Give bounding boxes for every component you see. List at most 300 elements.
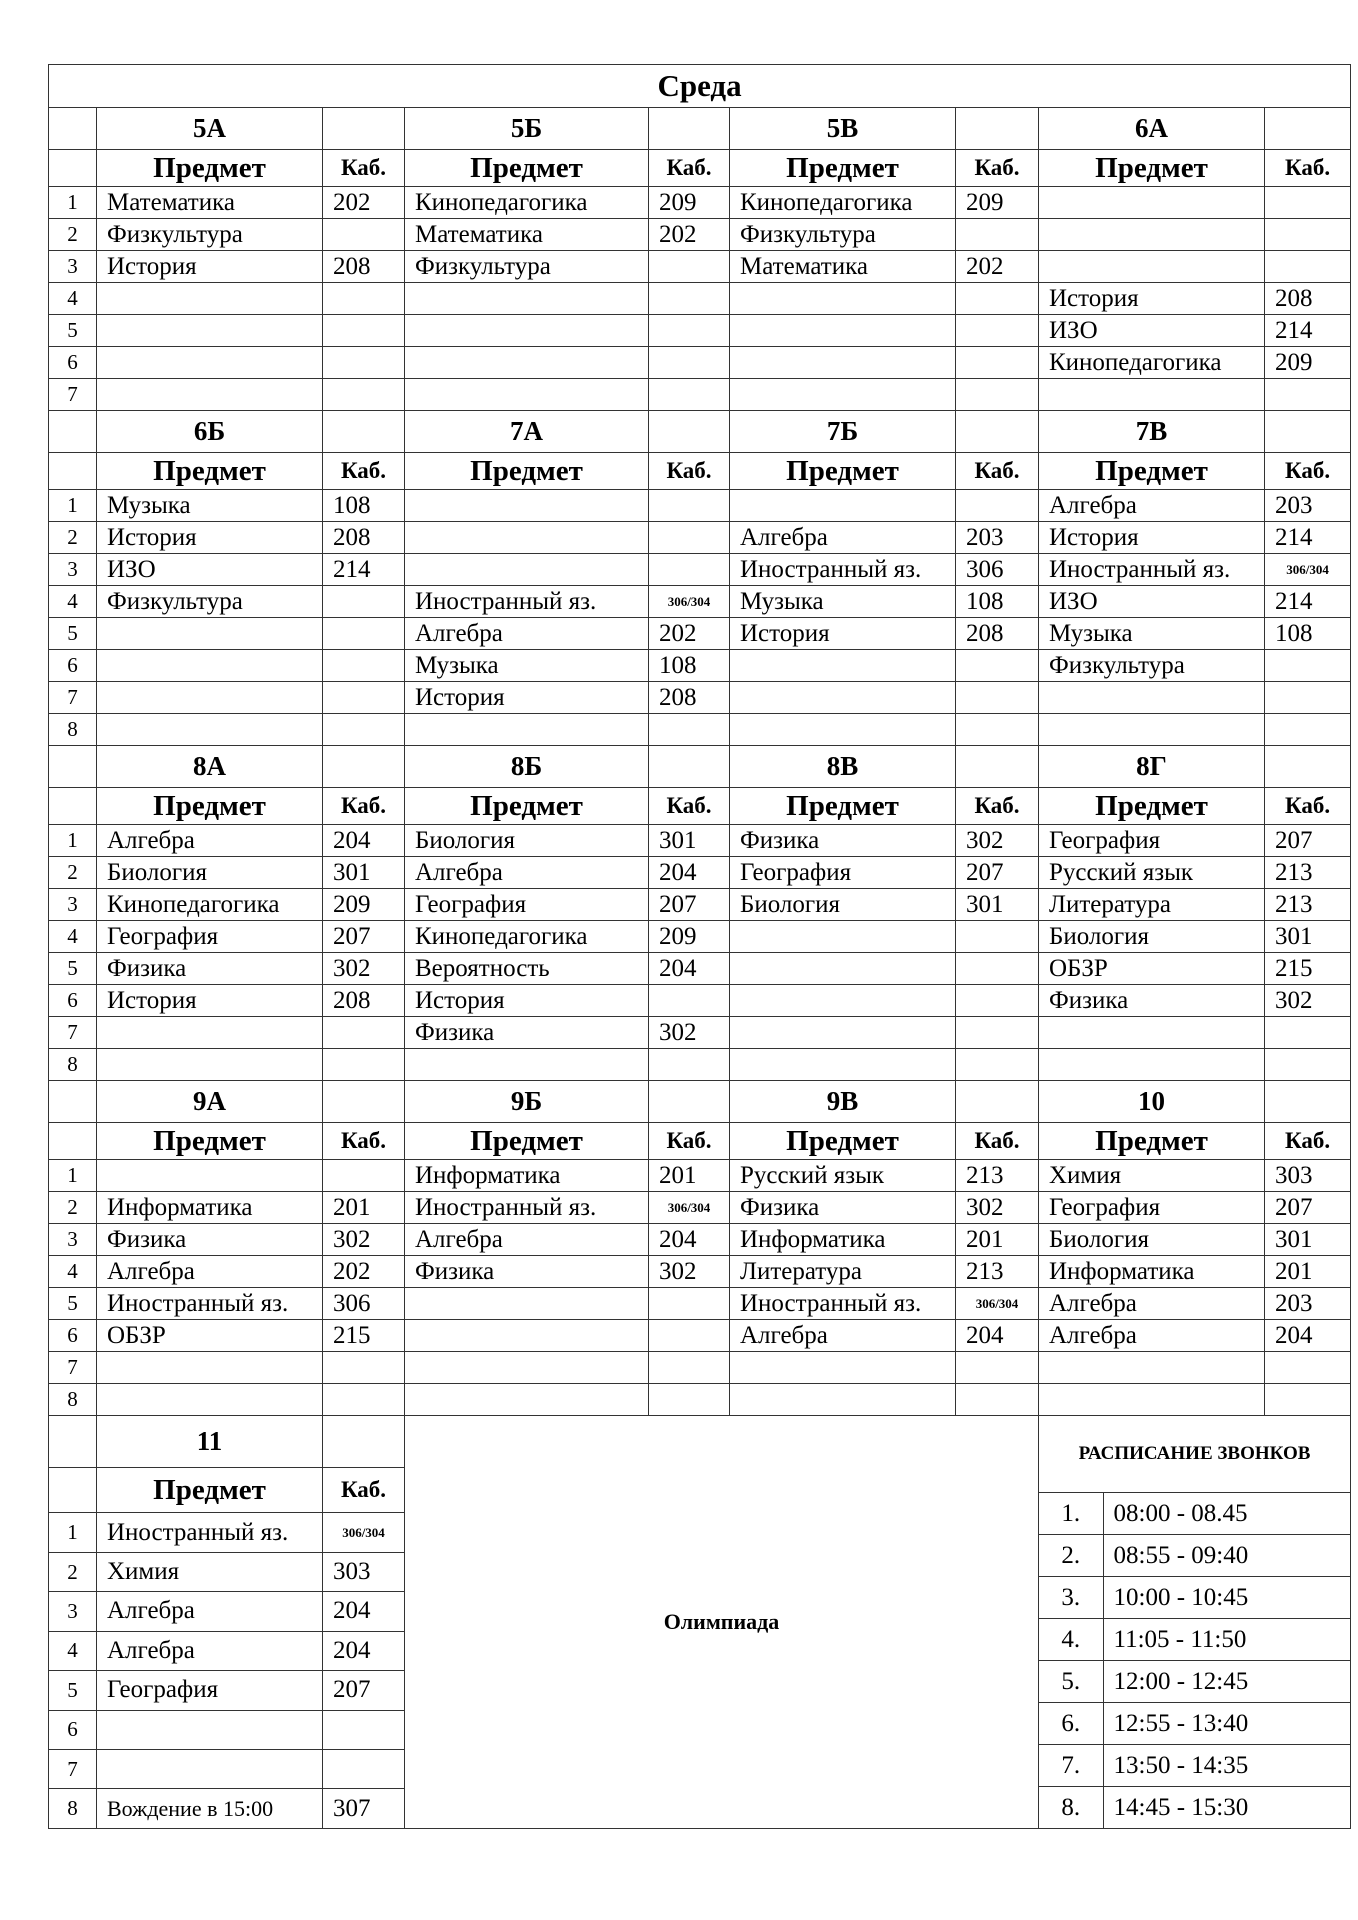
lesson-number: 1 bbox=[49, 1160, 97, 1192]
subject-cell: Алгебра bbox=[405, 857, 649, 889]
blank-cell bbox=[649, 1081, 730, 1123]
room-cell: 302 bbox=[649, 1017, 730, 1049]
subject-cell: Физика bbox=[97, 953, 323, 985]
room-cell bbox=[956, 682, 1039, 714]
lesson-row bbox=[49, 522, 1351, 554]
room-header: Каб. bbox=[956, 150, 1039, 187]
lesson-number: 4 bbox=[49, 921, 97, 953]
room-cell: 203 bbox=[1265, 490, 1351, 522]
class-name: 6А bbox=[1039, 108, 1265, 150]
subject-cell: Русский язык bbox=[730, 1160, 956, 1192]
room-cell bbox=[323, 650, 405, 682]
room-header: Каб. bbox=[1265, 453, 1351, 490]
subject-cell: Кинопедагогика bbox=[405, 187, 649, 219]
blank-cell bbox=[49, 453, 97, 490]
bell-number: 1. bbox=[1039, 1493, 1103, 1535]
room-cell: 302 bbox=[323, 953, 405, 985]
room-cell bbox=[323, 379, 405, 411]
subject-cell: Алгебра bbox=[97, 1256, 323, 1288]
lesson-number: 7 bbox=[49, 1750, 97, 1789]
subject-header: Предмет bbox=[97, 1467, 323, 1513]
room-header: Каб. bbox=[956, 788, 1039, 825]
room-cell: 209 bbox=[649, 921, 730, 953]
subject-cell bbox=[97, 1384, 323, 1416]
room-cell: 302 bbox=[956, 1192, 1039, 1224]
room-cell: 306/304 bbox=[649, 1192, 730, 1224]
room-cell: 214 bbox=[1265, 315, 1351, 347]
room-cell bbox=[649, 347, 730, 379]
subject-cell: Алгебра bbox=[1039, 490, 1265, 522]
room-cell bbox=[1265, 682, 1351, 714]
lesson-row bbox=[49, 219, 1351, 251]
subject-cell bbox=[405, 1320, 649, 1352]
subject-header: Предмет bbox=[405, 150, 649, 187]
subject-cell: Биология bbox=[1039, 1224, 1265, 1256]
room-cell: 303 bbox=[323, 1552, 405, 1591]
subject-cell bbox=[730, 1017, 956, 1049]
lesson-number: 7 bbox=[49, 379, 97, 411]
room-cell bbox=[1265, 650, 1351, 682]
room-cell: 306/304 bbox=[1265, 554, 1351, 586]
subject-cell: Кинопедагогика bbox=[730, 187, 956, 219]
room-cell: 307 bbox=[323, 1789, 405, 1829]
lesson-number: 3 bbox=[49, 1592, 97, 1631]
room-cell: 215 bbox=[1265, 953, 1351, 985]
lesson-number: 5 bbox=[49, 1671, 97, 1710]
subject-cell bbox=[97, 1710, 323, 1749]
subject-cell: Информатика bbox=[730, 1224, 956, 1256]
room-header: Каб. bbox=[649, 453, 730, 490]
subject-cell: Иностранный яз. bbox=[405, 586, 649, 618]
room-cell bbox=[323, 682, 405, 714]
subject-cell: Кинопедагогика bbox=[97, 889, 323, 921]
subject-cell bbox=[1039, 187, 1265, 219]
room-cell bbox=[956, 347, 1039, 379]
subject-cell bbox=[405, 379, 649, 411]
bell-schedule-title: РАСПИСАНИЕ ЗВОНКОВ bbox=[1039, 1416, 1350, 1493]
room-cell: 204 bbox=[956, 1320, 1039, 1352]
subject-cell: Физкультура bbox=[730, 219, 956, 251]
lesson-row bbox=[49, 985, 1351, 1017]
subject-cell bbox=[1039, 682, 1265, 714]
subject-cell bbox=[730, 1049, 956, 1081]
room-cell bbox=[649, 1384, 730, 1416]
class-name: 9Б bbox=[405, 1081, 649, 1123]
room-cell: 302 bbox=[649, 1256, 730, 1288]
subject-cell: ИЗО bbox=[97, 554, 323, 586]
bell-row bbox=[1039, 1535, 1350, 1577]
room-cell bbox=[649, 1049, 730, 1081]
blank-cell bbox=[49, 1123, 97, 1160]
bell-row bbox=[1039, 1577, 1350, 1619]
lesson-row bbox=[49, 889, 1351, 921]
subject-cell: Химия bbox=[1039, 1160, 1265, 1192]
lesson-row bbox=[49, 187, 1351, 219]
lesson-number: 8 bbox=[49, 1049, 97, 1081]
class-name: 6Б bbox=[97, 411, 323, 453]
room-cell: 214 bbox=[323, 554, 405, 586]
room-cell: 208 bbox=[323, 985, 405, 1017]
room-cell: 214 bbox=[1265, 586, 1351, 618]
bell-time: 12:55 - 13:40 bbox=[1103, 1703, 1350, 1745]
blank-cell bbox=[1265, 1081, 1351, 1123]
subject-header: Предмет bbox=[97, 150, 323, 187]
lesson-number: 8 bbox=[49, 1789, 97, 1829]
lesson-number: 8 bbox=[49, 1384, 97, 1416]
room-cell bbox=[956, 1352, 1039, 1384]
blank-cell bbox=[323, 108, 405, 150]
subject-cell bbox=[97, 315, 323, 347]
room-cell bbox=[1265, 714, 1351, 746]
lesson-row bbox=[49, 1160, 1351, 1192]
lesson-row bbox=[49, 251, 1351, 283]
blank-cell bbox=[956, 746, 1039, 788]
subject-cell: Математика bbox=[97, 187, 323, 219]
class-name-row bbox=[49, 108, 1351, 150]
room-cell bbox=[323, 1384, 405, 1416]
subject-cell bbox=[97, 1352, 323, 1384]
subject-cell: География bbox=[405, 889, 649, 921]
bell-schedule-table bbox=[1039, 1416, 1350, 1828]
lesson-row bbox=[49, 1017, 1351, 1049]
room-cell: 203 bbox=[1265, 1288, 1351, 1320]
subject-cell: Алгебра bbox=[405, 618, 649, 650]
subject-cell bbox=[730, 315, 956, 347]
blank-cell bbox=[956, 1081, 1039, 1123]
bell-row bbox=[1039, 1745, 1350, 1787]
bell-row bbox=[1039, 1619, 1350, 1661]
subject-cell bbox=[97, 1160, 323, 1192]
class-name-row bbox=[49, 1416, 1351, 1468]
room-header: Каб. bbox=[1265, 1123, 1351, 1160]
subject-cell: География bbox=[1039, 1192, 1265, 1224]
subject-cell: Иностранный яз. bbox=[1039, 554, 1265, 586]
class-name-row bbox=[49, 1081, 1351, 1123]
room-cell: 207 bbox=[649, 889, 730, 921]
room-cell: 213 bbox=[956, 1256, 1039, 1288]
room-cell bbox=[649, 315, 730, 347]
room-cell bbox=[649, 714, 730, 746]
bell-schedule bbox=[1039, 1416, 1351, 1829]
room-cell bbox=[956, 921, 1039, 953]
room-cell: 108 bbox=[323, 490, 405, 522]
class-name: 5В bbox=[730, 108, 956, 150]
subject-cell bbox=[1039, 1352, 1265, 1384]
subject-cell: Русский язык bbox=[1039, 857, 1265, 889]
subject-cell bbox=[730, 714, 956, 746]
room-cell: 208 bbox=[649, 682, 730, 714]
room-cell: 301 bbox=[1265, 1224, 1351, 1256]
room-cell: 201 bbox=[649, 1160, 730, 1192]
subject-cell bbox=[97, 682, 323, 714]
class-name: 5А bbox=[97, 108, 323, 150]
room-header: Каб. bbox=[323, 1467, 405, 1513]
lesson-number: 6 bbox=[49, 985, 97, 1017]
bell-number: 8. bbox=[1039, 1787, 1103, 1829]
subject-cell: Иностранный яз. bbox=[97, 1513, 323, 1552]
lesson-number: 3 bbox=[49, 554, 97, 586]
lesson-row bbox=[49, 825, 1351, 857]
subject-header: Предмет bbox=[1039, 453, 1265, 490]
room-cell bbox=[323, 347, 405, 379]
subject-cell: Биология bbox=[1039, 921, 1265, 953]
room-cell: 306 bbox=[323, 1288, 405, 1320]
room-cell bbox=[649, 283, 730, 315]
room-cell: 301 bbox=[649, 825, 730, 857]
subject-cell bbox=[1039, 1017, 1265, 1049]
room-cell bbox=[956, 650, 1039, 682]
subject-cell: Алгебра bbox=[97, 1592, 323, 1631]
bell-number: 4. bbox=[1039, 1619, 1103, 1661]
subject-cell bbox=[97, 650, 323, 682]
subject-cell: Алгебра bbox=[97, 1631, 323, 1670]
room-cell bbox=[323, 586, 405, 618]
bell-time: 12:00 - 12:45 bbox=[1103, 1661, 1350, 1703]
olympiad-label: Олимпиада bbox=[405, 1416, 1039, 1829]
room-header: Каб. bbox=[1265, 788, 1351, 825]
subject-cell: Литература bbox=[1039, 889, 1265, 921]
bell-row bbox=[1039, 1703, 1350, 1745]
subject-cell: Физика bbox=[405, 1017, 649, 1049]
class-name: 10 bbox=[1039, 1081, 1265, 1123]
subject-cell: География bbox=[1039, 825, 1265, 857]
subject-cell bbox=[97, 714, 323, 746]
subject-cell bbox=[730, 921, 956, 953]
class-name: 9А bbox=[97, 1081, 323, 1123]
lesson-number: 3 bbox=[49, 251, 97, 283]
lesson-row bbox=[49, 586, 1351, 618]
subject-cell: Физкультура bbox=[97, 219, 323, 251]
subject-header: Предмет bbox=[97, 788, 323, 825]
column-header-row bbox=[49, 1123, 1351, 1160]
bell-time: 14:45 - 15:30 bbox=[1103, 1787, 1350, 1829]
subject-cell: Кинопедагогика bbox=[405, 921, 649, 953]
day-title: Среда bbox=[49, 65, 1351, 108]
room-header: Каб. bbox=[956, 453, 1039, 490]
room-cell bbox=[323, 618, 405, 650]
bell-number: 7. bbox=[1039, 1745, 1103, 1787]
room-cell: 204 bbox=[649, 953, 730, 985]
room-cell bbox=[956, 1384, 1039, 1416]
bell-title-row bbox=[1039, 1416, 1350, 1493]
lesson-number: 7 bbox=[49, 1017, 97, 1049]
room-cell bbox=[956, 1049, 1039, 1081]
room-cell: 306/304 bbox=[323, 1513, 405, 1552]
room-cell: 302 bbox=[956, 825, 1039, 857]
lesson-number: 6 bbox=[49, 650, 97, 682]
subject-cell: Алгебра bbox=[1039, 1320, 1265, 1352]
blank-cell bbox=[649, 108, 730, 150]
room-cell bbox=[956, 1017, 1039, 1049]
class-name-row bbox=[49, 411, 1351, 453]
subject-cell: Информатика bbox=[97, 1192, 323, 1224]
room-header: Каб. bbox=[649, 150, 730, 187]
room-header: Каб. bbox=[323, 453, 405, 490]
subject-cell: География bbox=[97, 1671, 323, 1710]
lesson-number: 1 bbox=[49, 187, 97, 219]
room-cell: 204 bbox=[649, 1224, 730, 1256]
subject-cell: Алгебра bbox=[730, 522, 956, 554]
room-cell bbox=[1265, 1017, 1351, 1049]
lesson-number: 2 bbox=[49, 1192, 97, 1224]
room-cell: 301 bbox=[323, 857, 405, 889]
subject-cell: ИЗО bbox=[1039, 315, 1265, 347]
room-cell: 214 bbox=[1265, 522, 1351, 554]
subject-cell: История bbox=[97, 251, 323, 283]
subject-cell bbox=[405, 522, 649, 554]
room-cell bbox=[956, 315, 1039, 347]
subject-cell: Физика bbox=[730, 1192, 956, 1224]
room-cell bbox=[323, 1160, 405, 1192]
subject-cell bbox=[730, 682, 956, 714]
lesson-row bbox=[49, 1224, 1351, 1256]
lesson-number: 1 bbox=[49, 490, 97, 522]
blank-cell bbox=[49, 1467, 97, 1513]
subject-cell: Физкультура bbox=[405, 251, 649, 283]
subject-header: Предмет bbox=[1039, 788, 1265, 825]
subject-cell bbox=[1039, 219, 1265, 251]
subject-cell bbox=[405, 490, 649, 522]
blank-cell bbox=[1265, 411, 1351, 453]
subject-header: Предмет bbox=[405, 1123, 649, 1160]
room-cell: 201 bbox=[323, 1192, 405, 1224]
room-cell: 208 bbox=[956, 618, 1039, 650]
room-cell: 213 bbox=[1265, 857, 1351, 889]
subject-cell: Иностранный яз. bbox=[405, 1192, 649, 1224]
room-cell bbox=[323, 219, 405, 251]
room-cell: 108 bbox=[956, 586, 1039, 618]
subject-cell bbox=[730, 985, 956, 1017]
subject-cell: Иностранный яз. bbox=[730, 554, 956, 586]
room-cell: 201 bbox=[1265, 1256, 1351, 1288]
lesson-number: 2 bbox=[49, 522, 97, 554]
subject-cell: История bbox=[97, 985, 323, 1017]
lesson-number: 4 bbox=[49, 586, 97, 618]
subject-cell: ИЗО bbox=[1039, 586, 1265, 618]
subject-header: Предмет bbox=[730, 1123, 956, 1160]
room-cell: 202 bbox=[649, 219, 730, 251]
room-cell bbox=[649, 1320, 730, 1352]
subject-cell bbox=[405, 347, 649, 379]
lesson-row bbox=[49, 857, 1351, 889]
room-cell: 204 bbox=[323, 1631, 405, 1670]
subject-cell bbox=[730, 1384, 956, 1416]
room-cell bbox=[1265, 1384, 1351, 1416]
room-cell: 301 bbox=[956, 889, 1039, 921]
subject-cell bbox=[730, 650, 956, 682]
room-cell bbox=[956, 379, 1039, 411]
room-cell bbox=[1265, 1352, 1351, 1384]
room-cell bbox=[649, 554, 730, 586]
lesson-number: 5 bbox=[49, 953, 97, 985]
subject-cell: Иностранный яз. bbox=[730, 1288, 956, 1320]
room-cell: 208 bbox=[1265, 283, 1351, 315]
blank-cell bbox=[49, 788, 97, 825]
lesson-row bbox=[49, 618, 1351, 650]
lesson-number: 7 bbox=[49, 682, 97, 714]
subject-cell: История bbox=[405, 682, 649, 714]
room-cell: 202 bbox=[323, 187, 405, 219]
room-cell bbox=[323, 714, 405, 746]
room-cell: 208 bbox=[323, 251, 405, 283]
lesson-number: 5 bbox=[49, 1288, 97, 1320]
lesson-row bbox=[49, 283, 1351, 315]
room-cell: 203 bbox=[956, 522, 1039, 554]
class-name: 8Г bbox=[1039, 746, 1265, 788]
lesson-number: 4 bbox=[49, 1631, 97, 1670]
blank-cell bbox=[649, 746, 730, 788]
lesson-row bbox=[49, 1384, 1351, 1416]
subject-cell bbox=[730, 283, 956, 315]
day-title-row bbox=[49, 65, 1351, 108]
subject-header: Предмет bbox=[1039, 1123, 1265, 1160]
blank-cell bbox=[49, 746, 97, 788]
lesson-row bbox=[49, 1192, 1351, 1224]
blank-cell bbox=[323, 1416, 405, 1468]
lesson-number: 5 bbox=[49, 618, 97, 650]
room-cell bbox=[1265, 1049, 1351, 1081]
subject-cell bbox=[1039, 714, 1265, 746]
room-header: Каб. bbox=[956, 1123, 1039, 1160]
subject-cell bbox=[1039, 251, 1265, 283]
subject-cell bbox=[405, 1288, 649, 1320]
room-cell bbox=[649, 1352, 730, 1384]
subject-cell bbox=[730, 490, 956, 522]
bell-time: 08:55 - 09:40 bbox=[1103, 1535, 1350, 1577]
subject-cell bbox=[97, 283, 323, 315]
bell-time: 11:05 - 11:50 bbox=[1103, 1619, 1350, 1661]
subject-cell bbox=[1039, 1049, 1265, 1081]
lesson-number: 6 bbox=[49, 1710, 97, 1749]
column-header-row bbox=[49, 453, 1351, 490]
room-cell: 207 bbox=[1265, 825, 1351, 857]
schedule-table bbox=[48, 64, 1351, 1829]
lesson-number: 3 bbox=[49, 889, 97, 921]
room-cell: 208 bbox=[323, 522, 405, 554]
room-cell: 207 bbox=[1265, 1192, 1351, 1224]
subject-header: Предмет bbox=[730, 453, 956, 490]
bell-number: 6. bbox=[1039, 1703, 1103, 1745]
lesson-row bbox=[49, 650, 1351, 682]
room-cell: 207 bbox=[956, 857, 1039, 889]
class-name: 8Б bbox=[405, 746, 649, 788]
subject-cell bbox=[730, 379, 956, 411]
room-cell bbox=[323, 1750, 405, 1789]
subject-cell bbox=[1039, 379, 1265, 411]
subject-cell: Кинопедагогика bbox=[1039, 347, 1265, 379]
subject-header: Предмет bbox=[730, 788, 956, 825]
subject-cell bbox=[97, 1750, 323, 1789]
subject-cell: Физика bbox=[730, 825, 956, 857]
subject-cell: Физкультура bbox=[1039, 650, 1265, 682]
subject-cell: Музыка bbox=[730, 586, 956, 618]
bell-time: 08:00 - 08.45 bbox=[1103, 1493, 1350, 1535]
room-header: Каб. bbox=[649, 1123, 730, 1160]
blank-cell bbox=[1265, 746, 1351, 788]
lesson-row bbox=[49, 682, 1351, 714]
lesson-row bbox=[49, 1352, 1351, 1384]
room-cell: 215 bbox=[323, 1320, 405, 1352]
subject-header: Предмет bbox=[97, 1123, 323, 1160]
subject-cell: ОБЗР bbox=[97, 1320, 323, 1352]
subject-header: Предмет bbox=[730, 150, 956, 187]
blank-cell bbox=[323, 746, 405, 788]
room-cell bbox=[323, 1710, 405, 1749]
subject-cell: История bbox=[1039, 283, 1265, 315]
room-cell bbox=[1265, 219, 1351, 251]
room-cell: 204 bbox=[323, 1592, 405, 1631]
subject-cell bbox=[1039, 1384, 1265, 1416]
